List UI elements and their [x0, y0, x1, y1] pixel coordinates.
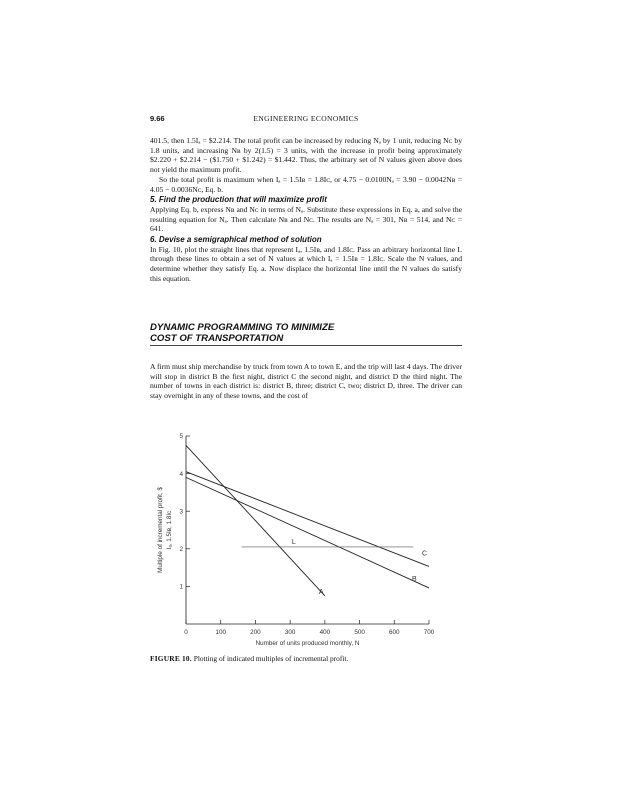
x-tick-label: 700 — [423, 629, 435, 636]
series-line-A — [186, 445, 325, 595]
series-label-B: B — [412, 575, 417, 583]
x-tick-label: 300 — [284, 629, 296, 636]
x-tick-label: 200 — [250, 629, 261, 636]
y-tick-label: 1 — [179, 583, 183, 591]
x-axis-title: Number of units produced monthly, N — [255, 640, 360, 647]
y-axis-title: Multiple of incremental profit, $ — [157, 487, 164, 573]
series-line-C — [186, 472, 429, 567]
running-title: ENGINEERING ECONOMICS — [253, 114, 359, 123]
line-L-label: L — [291, 538, 296, 546]
x-tick-label: 0 — [184, 629, 188, 636]
paragraph: 401.5, then 1.5Iₐ = $2.214. The total profit can be increased by reducing Nₐ by 1 unit, reducing Nᴄ by 1.8 units, and increasing Nʙ by 2(1.5) = 3 units, with the increase in profit being approximately $2.220 + $2.214 − ($1.750 + $1.242) = $1.442. Thus, the arbitrary set of N values given above does not yield the maximum profit. — [150, 136, 462, 175]
series-label-A: A — [318, 588, 324, 596]
series-line-B — [186, 477, 429, 588]
y-tick-label: 3 — [179, 508, 183, 516]
x-tick-label: 100 — [215, 629, 226, 636]
step-6-text: In Fig. 10, plot the straight lines that represent Iₐ, 1.5Iʙ, and 1.8Iᴄ. Pass an arbitrary horizontal line L through these lines to obtain a set of N values at which Iₐ = 1.5Iʙ = 1.8Iᴄ. Scale the N values, and determine whether they satisfy Eq. a. Now displace the horizontal line until the N values do satisfy this equation. — [150, 244, 462, 283]
y-tick-label: 5 — [179, 433, 183, 441]
section-title-line-2: COST OF TRANSPORTATION — [150, 333, 284, 344]
paragraph: So the total profit is maximum when Iₐ = 1.5Iʙ = 1.8Iᴄ, or 4.75 − 0.0100Nₐ = 3.90 − 0.0042Nʙ = 4.05 − 0.0036Nᴄ, Eq. b. — [150, 174, 462, 194]
section-title-line-1: DYNAMIC PROGRAMMING TO MINIMIZE — [150, 322, 335, 333]
dynamic-programming-paragraph: A firm must ship merchandise by truck from town A to town E, and the trip will last 4 days. The driver will stop in district B the first night, district C the second night, and district D the third night. The number of towns in each district is: district B, three; district C, two; district D, three. The driver can stay overnight in any of these towns, and the cost of — [150, 362, 462, 401]
y-axis-subtitle: Iₐ, 1.5Iʙ, 1.8Iᴄ — [166, 510, 173, 550]
x-tick-label: 400 — [319, 629, 331, 636]
figure-caption-text: Plotting of indicated multiples of incremental profit. — [193, 654, 349, 663]
step-6-heading: 6. Devise a semigraphical method of solution — [150, 235, 322, 245]
step-5-text: Applying Eq. b, express Nʙ and Nᴄ in terms of Nₐ. Substitute these expressions in Eq. a, and solve the resulting equation for Nₐ. Then calculate Nʙ and Nᴄ. The results are Nₐ = 301, Nʙ = 514, and Nᴄ = 641. — [150, 204, 462, 234]
series-label-C: C — [422, 550, 428, 558]
figure-caption — [150, 654, 348, 663]
x-tick-label: 600 — [389, 629, 400, 636]
figure-label: FIGURE 10. — [150, 654, 192, 663]
y-tick-label: 4 — [179, 470, 183, 478]
y-tick-label: 2 — [179, 546, 183, 553]
page-number: 9.66 — [150, 114, 165, 123]
x-tick-label: 500 — [354, 629, 365, 636]
step-5-heading: 5. Find the production that will maximize profit — [150, 195, 327, 205]
